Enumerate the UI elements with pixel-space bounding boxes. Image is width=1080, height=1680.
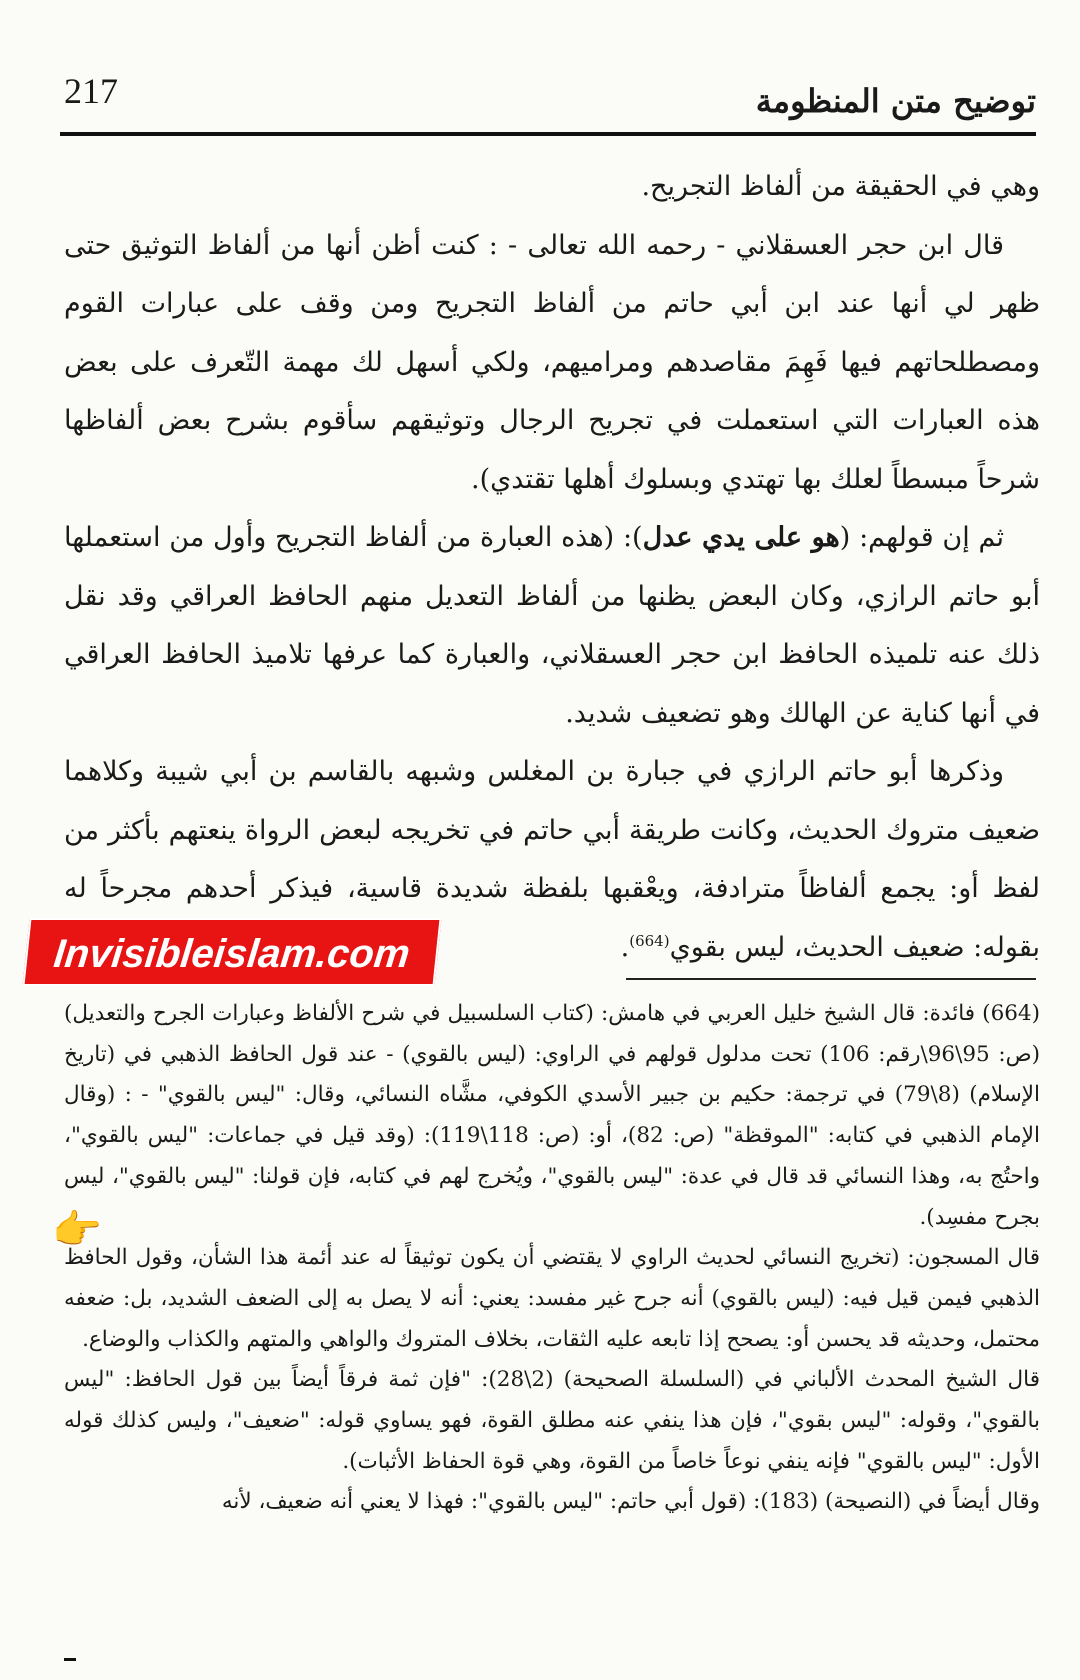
header-rule bbox=[60, 132, 1036, 136]
main-text bbox=[64, 158, 1040, 977]
paragraph-3-pre: ثم إن قولهم: ( bbox=[839, 522, 1004, 553]
paragraph-1: وهي في الحقيقة من ألفاظ التجريح. bbox=[641, 171, 1040, 202]
footnote-rule bbox=[626, 978, 1036, 980]
footnote-3: قال الشيخ المحدث الألباني في (السلسلة الصحيحة) (2\28): "فإن ثمة فرقاً أيضاً بين قول الحافظ: "ليس بالقوي"، وقوله: "ليس بقوي"، فإن هذا ينفي عنه مطلق القوة، فهو يساوي قوله: "ضعيف"، وليس كذلك قوله الأول: "ليس بالقوي" فإنه ينفي نوعاً خاصاً من القوة، وهي قوة الحفاظ الأثبات). bbox=[64, 1367, 1040, 1474]
paragraph-2: قال ابن حجر العسقلاني - رحمه الله تعالى - : كنت أظن أنها من ألفاظ التوثيق حتى ظهر لي أنها عند ابن أبي حاتم من ألفاظ التجريح ومن وقف على عبارات القوم ومصطلحاتهم فيها فَهِمَ مقاصدهم ومراميهم، ولكي أسهل لك مهمة التّعرف على بعض هذه العبارات التي استعملت في تجريح الرجال وتوثيقهم سأقوم بشرح بعض ألفاظها شرحاً مبسطاً لعلك بها تهتدي وبسلوك أهلها تقتدي). bbox=[64, 229, 1040, 495]
bottom-mark bbox=[64, 1658, 76, 1661]
quoted-term: هو على يدي عدل bbox=[642, 522, 840, 553]
paragraph-4-end: . bbox=[620, 931, 630, 963]
footnote-2: قال المسجون: (تخريج النسائي لحديث الراوي لا يقتضي أن يكون توثيقاً له عند أئمة هذا الشأن، وقول الحافظ الذهبي فيمن قيل فيه: (ليس بالقوي) أنه جرح غير مفسد: يعني: أنه لا يصل به إلى الضعف الشديد، بل: ضعفه محتمل، وحديثه قد يحسن أو: يصحح إذا تابعه عليه الثقات، بخلاف المتروك والواهي والمتهم والكذاب والوضاع. bbox=[64, 1245, 1040, 1352]
watermark-logo: Invisibleislam.com bbox=[22, 918, 441, 986]
paragraph-3 bbox=[64, 509, 1040, 743]
pointing-hand-icon: 👉 bbox=[52, 1207, 102, 1253]
running-title: توضيح متن المنظومة bbox=[755, 82, 1036, 120]
paragraph-4-text: وذكرها أبو حاتم الرازي في جبارة بن المغلس وشبهه بالقاسم بن أبي شيبة وكلاهما ضعيف متروك الحديث، وكانت طريقة أبي حاتم في تخريجه لبعض الرواة ينعتهم بأكثر من لفظ أو: يجمع ألفاظاً مترادفة، ويعْقبها بلفظة شديدة قاسية، فيذكر أحدهم مجرحاً له بقوله: ضعيف الحديث، ليس بقوي bbox=[64, 756, 1040, 963]
footnotes bbox=[64, 994, 1040, 1523]
page-number: 217 bbox=[64, 71, 118, 111]
footnote-4: وقال أيضاً في (النصيحة) (183): (قول أبي حاتم: "ليس بالقوي": فهذا لا يعني أنه ضعيف، لأنه bbox=[221, 1489, 1040, 1515]
footnote-1: (664) فائدة: قال الشيخ خليل العربي في هامش: (كتاب السلسبيل في شرح الألفاظ وعبارات الجرح والتعديل) (ص: 95\96\رقم: 106) تحت مدلول قولهم في الراوي: (ليس بالقوي) - عند قول الحافظ الذهبي في (تاريخ الإسلام) (8\79) في ترجمة: حكيم بن جبير الأسدي الكوفي، مشَّاه النسائي، وقال: "ليس بالقوي" - : (وقال الإمام الذهبي في كتابه: "الموقظة" (ص: 82)، أو: (ص: 118\119): (وقد قيل في جماعات: "ليس بالقوي"، واحتُج به، وهذا النسائي قد قال في عدة: "ليس بالقوي"، ويُخرج لهم في كتابه، فإن قولنا: "ليس بالقوي"، ليس بجرح مفسِد). bbox=[64, 1001, 1040, 1230]
paragraph-3-post: ): (هذه العبارة من ألفاظ التجريح وأول من استعملها أبو حاتم الرازي، وكان البعض يظنها من ألفاظ التعديل منهم الحافظ العراقي وقد نقل ذلك عنه تلميذه الحافظ ابن حجر العسقلاني، والعبارة كما عرفها تلاميذ الحافظ العراقي في أنها كناية عن الهالك وهو تضعيف شديد. bbox=[64, 522, 1040, 729]
footnote-reference: (664) bbox=[629, 931, 670, 950]
